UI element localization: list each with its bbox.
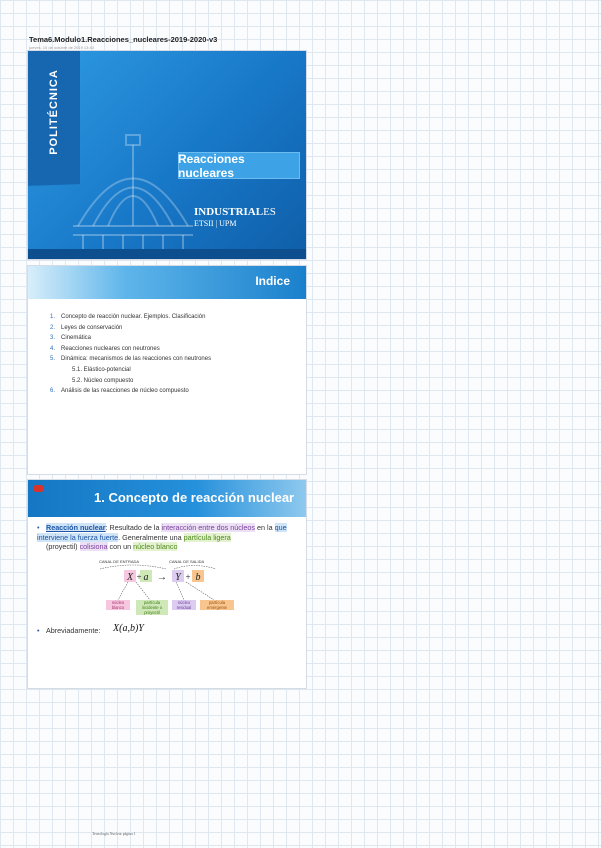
index-item-label: Análisis de las reacciones de núcleo compuesto — [61, 388, 189, 395]
definition-text: : Resultado de la — [105, 523, 162, 532]
index-item — [50, 386, 211, 397]
index-title: Indice — [255, 274, 290, 288]
index-item-number: 4. — [50, 345, 56, 352]
abbrev-formula: X(a,b)Y — [113, 623, 144, 634]
document-title: Tema6.Modulo1.Reacciones_nucleares-2019-2020-v3 — [29, 35, 218, 44]
index-item-number: 3. — [50, 335, 56, 342]
index-item — [50, 354, 211, 365]
slide-concept — [28, 480, 306, 688]
index-list — [50, 312, 211, 397]
document-date: jueves, 10 de octubre de 2019 13:43 — [29, 45, 94, 50]
politecnica-badge — [47, 56, 61, 168]
index-subitem — [50, 365, 211, 376]
term-reaccion-nuclear: Reacción nuclear — [46, 523, 106, 532]
eq-a: a — [143, 572, 149, 583]
bottom-stripe — [28, 249, 306, 259]
highlight-interaccion: interacción entre dos núcleos — [161, 523, 255, 532]
abbrev-label: Abreviadamente: — [46, 626, 101, 635]
highlight-colisiona: colisiona — [79, 542, 108, 552]
slide-title-box — [178, 152, 300, 179]
index-item — [50, 333, 211, 344]
index-item-label: 5.2. Núcleo compuesto — [72, 377, 134, 384]
index-item-label: Dinámica: mecanismos de las reacciones con neutrones — [61, 356, 212, 363]
index-item-label: Cinemática — [61, 335, 92, 342]
concept-title: 1. Concepto de reacción nuclear — [94, 490, 295, 505]
politecnica-badge-text: POLITÉCNICA — [48, 69, 60, 155]
index-item-label: Reacciones nucleares con neutrones — [61, 345, 160, 352]
highlight-particula: partícula ligera — [183, 532, 231, 542]
index-item-label: Leyes de conservación — [61, 324, 123, 331]
slide-title — [28, 51, 306, 259]
school-name — [194, 206, 276, 218]
label-nucleo-blanco: núcleo blanco — [106, 600, 130, 610]
index-header — [28, 266, 306, 299]
logo-icon — [34, 485, 43, 492]
highlight-nucleo-blanco: núcleo blanco — [133, 542, 178, 552]
definition-text: en la — [254, 523, 275, 532]
highlight-fuerza-fuerte: que interviene la fuerza fuerte — [37, 523, 287, 542]
diagram-lines — [88, 556, 288, 626]
school-subtitle: ETSII | UPM — [194, 219, 237, 228]
arrow-right-icon: → — [157, 572, 167, 583]
definition-paragraph — [37, 523, 299, 552]
index-item-number: 6. — [50, 388, 56, 395]
page-footer: Tecnología Nuclear página 1 — [92, 832, 136, 836]
label-nucleo-residual: núcleo residual — [172, 600, 196, 610]
slide-index — [28, 266, 306, 474]
index-item-number: 2. — [50, 324, 56, 331]
label-particula-incidente: partícula incidente o proyectil — [136, 600, 168, 615]
index-item — [50, 323, 211, 334]
index-item-number: 1. — [50, 314, 56, 320]
index-subitem — [50, 376, 211, 387]
index-item — [50, 344, 211, 355]
bullet-icon: • — [37, 523, 40, 532]
dome-illustration — [68, 131, 198, 251]
eq-b: b — [195, 572, 201, 583]
channel-out-label: CANAL DE SALIDA — [169, 559, 205, 564]
eq-plus-1: + — [136, 572, 142, 582]
school-name-bold: INDUSTRIAL — [194, 206, 264, 218]
index-item-label: 5.1. Elástico-potencial — [72, 366, 131, 373]
definition-text: con un — [107, 542, 134, 552]
concept-header — [28, 480, 306, 517]
slide-title-text: Reacciones nucleares — [178, 151, 245, 180]
bullet-icon: • — [37, 626, 40, 635]
index-item-number: 5. — [50, 356, 56, 363]
eq-x: X — [126, 572, 134, 583]
eq-y: Y — [175, 572, 181, 583]
label-particula-emergente: partícula emergente — [200, 600, 234, 610]
abbrev-row — [37, 626, 100, 635]
channel-in-label: CANAL DE ENTRADA — [99, 559, 140, 564]
index-item — [50, 312, 211, 323]
school-name-thin: ES — [263, 206, 276, 218]
index-item-label: Concepto de reacción nuclear. Ejemplos. Clasificación — [61, 314, 206, 320]
reaction-diagram — [88, 556, 288, 626]
eq-plus-2: + — [185, 572, 191, 582]
definition-text: (proyectil) — [46, 542, 80, 552]
definition-text: . Generalmente una — [118, 532, 184, 542]
